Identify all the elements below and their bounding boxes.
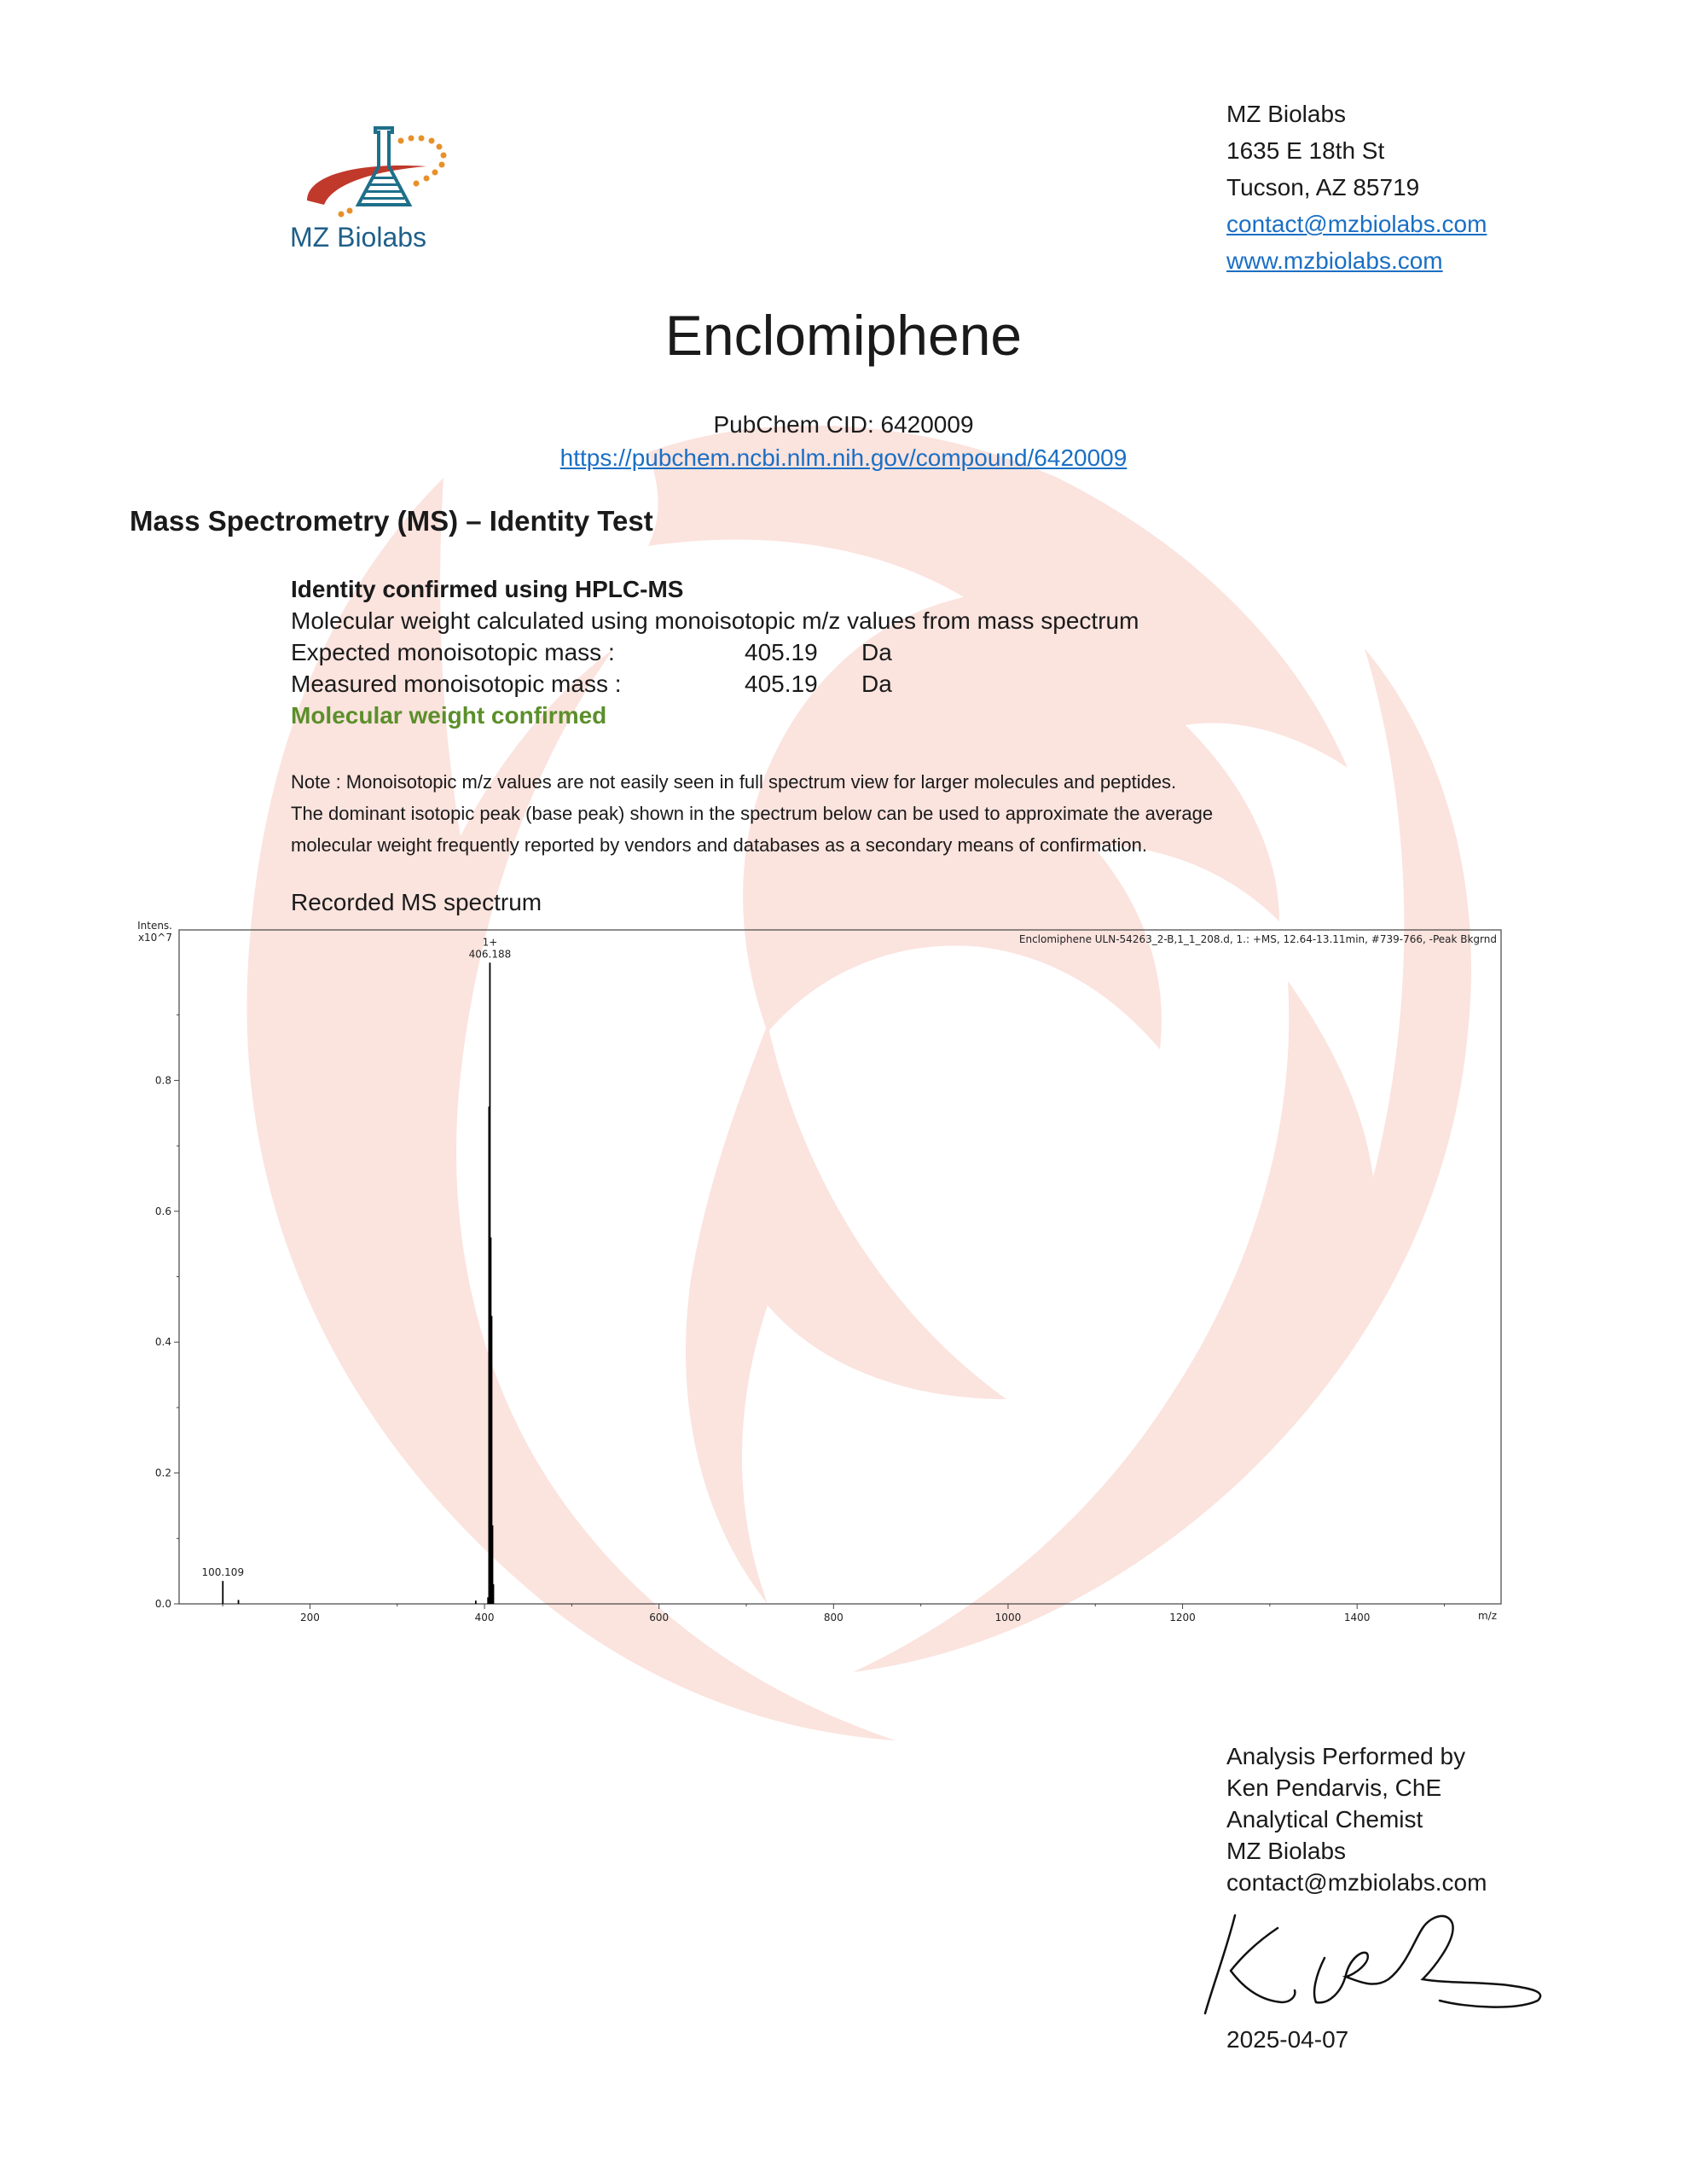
y-axis-label: Intens. [137,920,172,932]
peak-label: 406.188 [468,948,512,961]
method-description: Molecular weight calculated using monoisotopic m/z values from mass spectrum [291,607,1139,634]
note-line: Note : Monoisotopic m/z values are not easily seen in full spectrum view for larger molecules and peptides. [291,771,1177,793]
peak-label: 100.109 [201,1566,245,1579]
x-tick-label: 400 [474,1612,495,1621]
x-axis-label: m/z [1477,1610,1497,1621]
analyst-signoff [1226,1740,1487,1898]
x-tick-label: 1200 [1169,1612,1196,1621]
expected-mass-row [291,636,1139,668]
spectrum-title: Enclomiphene ULN-54263_2-B,1_1_208.d, 1.: +MS, 12.64-13.11min, #739-766, -Peak Bkgrnd [1018,933,1497,945]
expected-mass-value: 405.19 [745,639,818,665]
confirmation-result: Molecular weight confirmed [291,702,607,729]
contact-email-link[interactable]: contact@mzbiolabs.com [1226,211,1487,237]
spectrum-label: Recorded MS spectrum [291,889,542,915]
x-tick-label: 1400 [1343,1612,1371,1621]
note-block [291,766,1213,861]
y-axis-unit: x10^7 [137,932,172,944]
street-address: 1635 E 18th St [1226,137,1385,164]
expected-mass-unit: Da [861,639,892,665]
y-tick-label: 0.2 [154,1467,171,1479]
compound-title: Enclomiphene [664,304,1023,367]
measured-mass-label: Measured monoisotopic mass : [291,671,622,697]
identity-heading: Identity confirmed using HPLC-MS [291,576,684,602]
y-tick-label: 0.0 [154,1598,171,1610]
expected-mass-label: Expected monoisotopic mass : [291,639,615,665]
pubchem-reference [0,408,1687,474]
analyst-title: Analytical Chemist [1226,1806,1423,1833]
y-tick-label: 0.8 [154,1074,171,1087]
website-link[interactable]: www.mzbiolabs.com [1226,247,1443,274]
x-tick-label: 800 [823,1612,844,1621]
x-tick-label: 1000 [994,1612,1022,1621]
pubchem-cid: PubChem CID: 6420009 [713,411,974,438]
plot-frame [179,930,1501,1604]
note-line: molecular weight frequently reported by vendors and databases as a secondary means of confirmation. [291,834,1148,856]
y-tick-label: 0.4 [154,1336,171,1349]
handwritten-signature [1201,1907,1551,2018]
company-name: MZ Biolabs [1226,101,1347,127]
signature-date: 2025-04-07 [1226,2026,1349,2053]
company-address [1226,96,1487,279]
analyst-company: MZ Biolabs [1226,1838,1347,1864]
section-heading: Mass Spectrometry (MS) – Identity Test [130,505,653,537]
ms-spectrum-chart [128,917,1510,1621]
logo-text: MZ Biolabs [290,222,427,253]
y-tick-label: 0.6 [154,1205,171,1217]
identity-results [291,573,1139,731]
pubchem-link[interactable]: https://pubchem.ncbi.nlm.nih.gov/compound/6420009 [559,444,1128,471]
peak-charge-label: 1+ [482,936,498,949]
measured-mass-unit: Da [861,671,892,697]
measured-mass-value: 405.19 [745,671,818,697]
city-state-zip: Tucson, AZ 85719 [1226,174,1420,200]
x-tick-label: 200 [300,1612,320,1621]
x-tick-label: 600 [649,1612,670,1621]
measured-mass-row [291,668,1139,700]
note-line: The dominant isotopic peak (base peak) shown in the spectrum below can be used to approximate the average [291,803,1214,824]
analyst-name: Ken Pendarvis, ChE [1226,1774,1442,1801]
analyst-email: contact@mzbiolabs.com [1226,1869,1487,1896]
signoff-line: Analysis Performed by [1226,1743,1466,1769]
